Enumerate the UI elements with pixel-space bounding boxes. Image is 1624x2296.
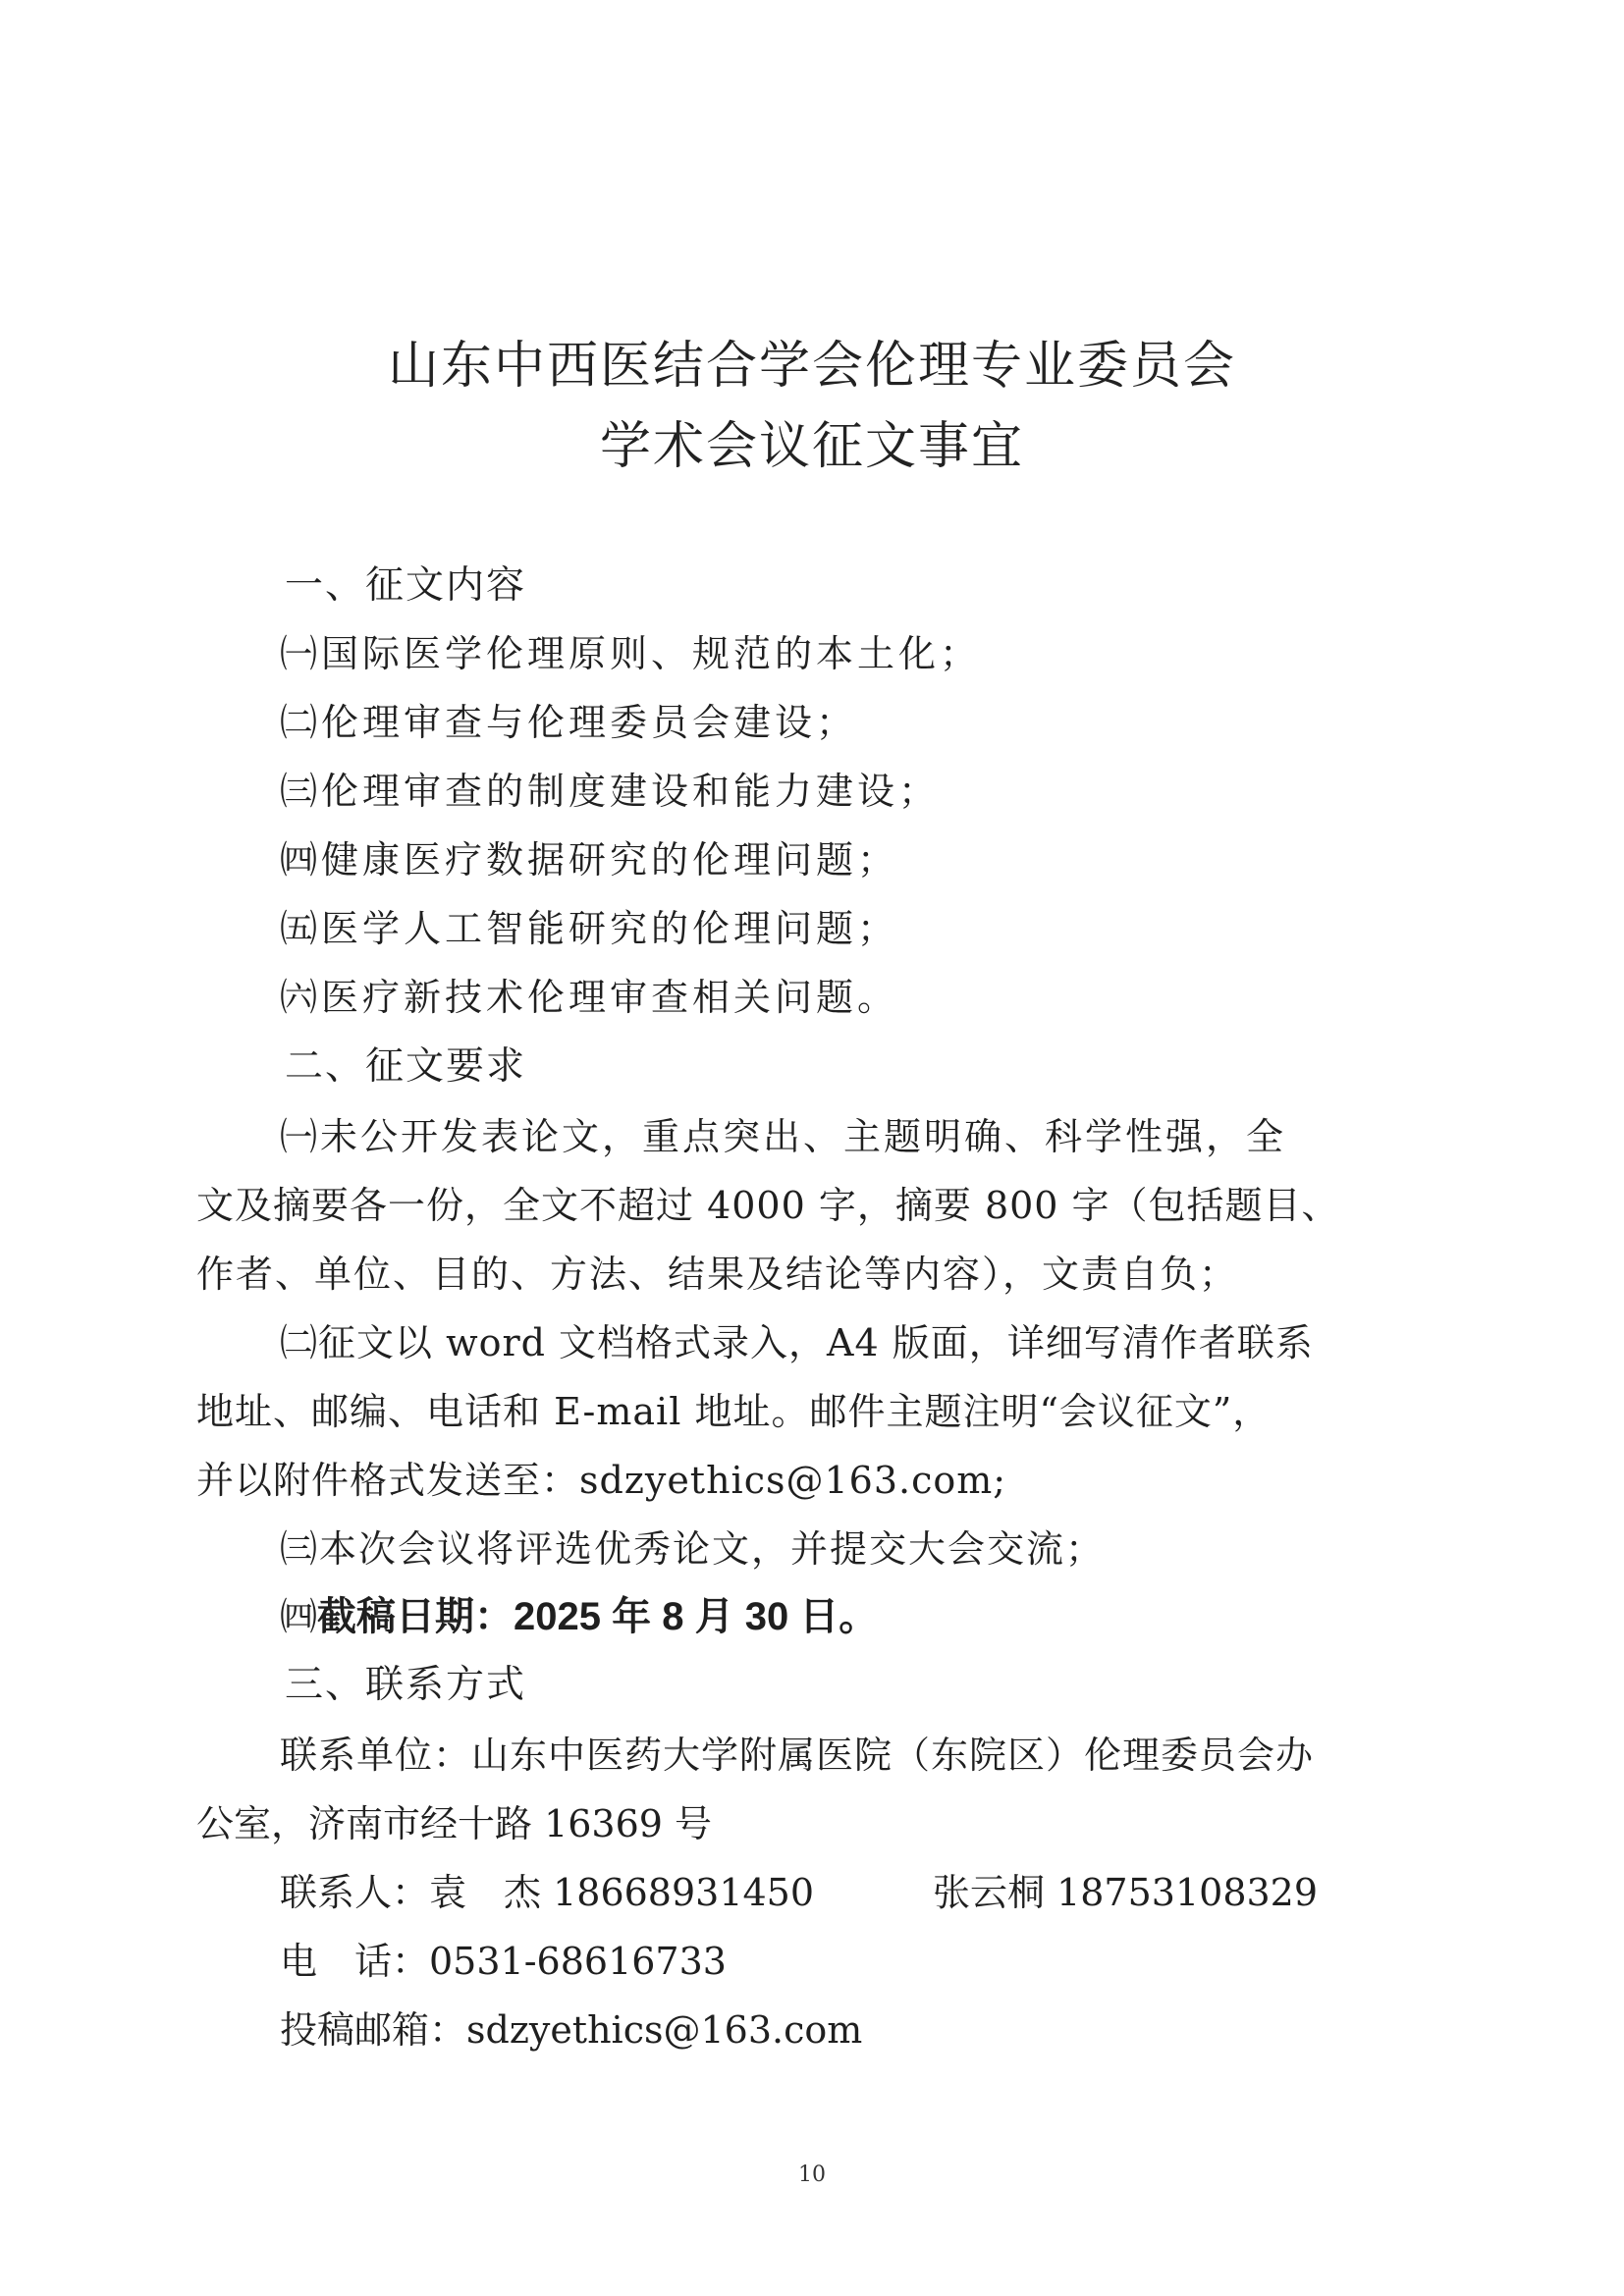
deadline-marker: ㈣ <box>280 1595 318 1638</box>
paragraph-line: 并以附件格式发送至：sdzyethics@163.com; <box>196 1459 1007 1502</box>
list-item: ㈡伦理审查与伦理委员会建设； <box>280 701 858 744</box>
page-title-line-2: 学术会议征文事宜 <box>599 417 1024 476</box>
paragraph-line: ㈢本次会议将评选优秀论文，并提交大会交流； <box>280 1527 1106 1571</box>
contact-label: 联系人： <box>280 1871 430 1914</box>
section-heading-contact: 三、联系方式 <box>285 1663 527 1707</box>
contact-person-2: 张云桐 18753108329 <box>933 1871 1319 1914</box>
list-item: ㈢伦理审查的制度建设和能力建设； <box>280 770 941 813</box>
contact-persons <box>280 1862 814 1916</box>
paragraph-line: 地址、邮编、电话和 E-mail 地址。邮件主题注明“会议征文”， <box>196 1390 1272 1433</box>
list-item: ㈤医学人工智能研究的伦理问题； <box>280 907 899 950</box>
paragraph-line: 作者、单位、目的、方法、结果及结论等内容），文责自负； <box>196 1253 1239 1296</box>
list-item: ㈣健康医疗数据研究的伦理问题； <box>280 838 899 881</box>
deadline-line <box>280 1585 878 1641</box>
paragraph-line: ㈡征文以 word 文档格式录入，A4 版面，详细写清作者联系 <box>280 1321 1314 1364</box>
contact-person-1: 袁 杰 18668931450 <box>429 1871 815 1914</box>
list-item: ㈥医疗新技术伦理审查相关问题。 <box>280 976 899 1019</box>
list-item: ㈠国际医学伦理原则、规范的本土化； <box>280 632 982 675</box>
contact-email: 投稿邮箱：sdzyethics@163.com <box>280 2008 863 2052</box>
contact-phone: 电 话：0531-68616733 <box>280 1940 727 1983</box>
page-number: 10 <box>798 2163 826 2187</box>
page-title-line-1: 山东中西医结合学会伦理专业委员会 <box>387 337 1236 396</box>
section-heading-requirements: 二、征文要求 <box>285 1044 527 1089</box>
paragraph-line: 文及摘要各一份，全文不超过 4000 字，摘要 800 字（包括题目、 <box>196 1184 1340 1227</box>
deadline-text: 截稿日期：2025 年 8 月 30 日。 <box>317 1595 879 1638</box>
contact-unit-line-1: 联系单位：山东中医药大学附属医院（东院区）伦理委员会办 <box>280 1734 1315 1777</box>
contact-unit-line-2: 公室，济南市经十路 16369 号 <box>196 1802 713 1845</box>
section-heading-content: 一、征文内容 <box>285 563 527 608</box>
paragraph-line: ㈠未公开发表论文，重点突出、主题明确、科学性强，全 <box>280 1115 1287 1158</box>
